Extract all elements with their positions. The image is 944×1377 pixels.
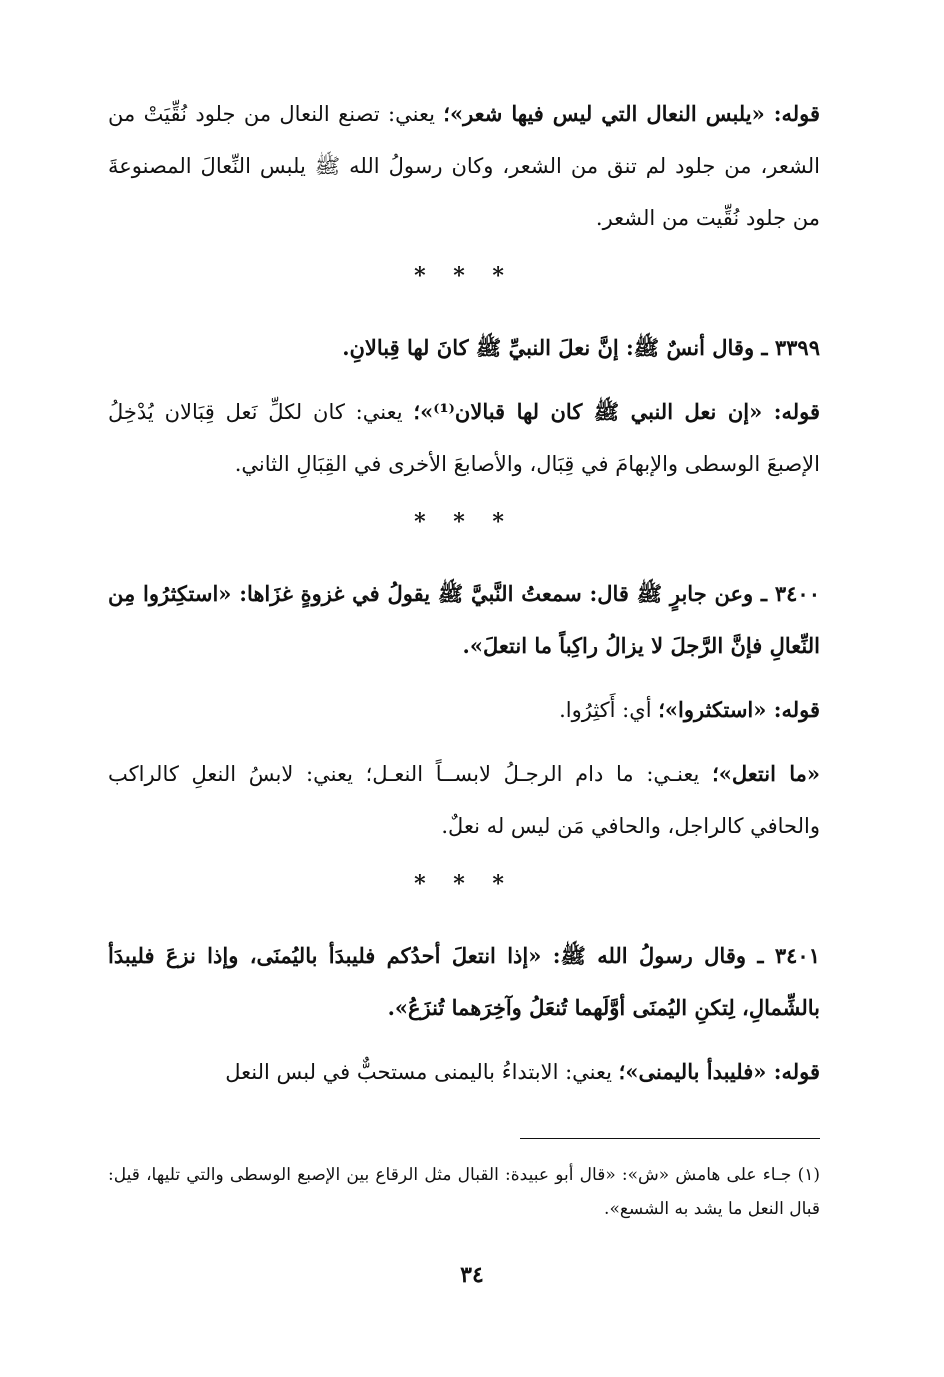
section-separator: * * * — [414, 263, 514, 289]
page-body — [108, 88, 820, 1110]
commentary-text: أي: أَكثِرُوا. — [559, 698, 659, 722]
commentary-lead: قوله: «إن نعل النبي ﷺ كان لها قبالان⁽¹⁾»؛ — [413, 399, 820, 424]
commentary-lead: قوله: «فليبدأ باليمنى»؛ — [618, 1059, 820, 1084]
hadith-3401: ٣٤٠١ ـ وقال رسولُ الله ﷺ: «إذا انتعلَ أحدُكم فليبدَأ باليُمنَى، وإذا نزعَ فليبدَأ بالشِّمالِ، لِتكنِ اليُمنَى أوَّلَهما تُنعَلُ وآخِرَهما تُنزَعُ». — [108, 943, 820, 1020]
commentary-paragraph — [108, 386, 820, 490]
footnote-divider — [520, 1138, 820, 1139]
commentary-text: يعني: تصنع النعال من جلود نُقِّيَتْ من الشعر، من جلود لم تنق من الشعر، وكان رسولُ الله ﷺ يلبس النِّعالَ المصنوعةَ من جلود نُقِّيت من الشعر. — [108, 102, 820, 230]
hadith-3400: ٣٤٠٠ ـ وعن جابرٍ ﷺ قال: سمعتُ النَّبيَّ ﷺ يقولُ في غزوةٍ غزَاها: «استكِثرُوا مِن النِّعالِ فإنَّ الرَّجلَ لا يزالُ راكِباً ما انتعلَ». — [108, 581, 820, 658]
commentary-paragraph — [108, 88, 820, 244]
hadith-3399: ٣٣٩٩ ـ وقال أنسٌ ﷺ: إنَّ نعلَ النبيِّ ﷺ كانَ لها قِبالانِ. — [342, 335, 820, 360]
commentary-text: يعنـي: ما دام الرجـلُ لابســاً النعـل؛ يعني: لابسُ النعلِ كالراكب والحافي كالراجل، والحافي مَن ليس له نعلٌ. — [108, 762, 820, 838]
commentary-lead: «ما انتعل»؛ — [712, 761, 820, 786]
section-separator: * * * — [414, 509, 514, 535]
footnote: (١) جـاء على هامش «ش»: «قال أبو عبيدة: القبال مثل الرقاع بين الإصبع الوسطى والتي تليها، قيل: قبال النعل ما يشد به الشسع». — [108, 1165, 820, 1219]
commentary-text: يعني: كان لكلِّ نَعل قِبَالان يُدْخِلُ الإصبعَ الوسطى والإبهامَ في قِبَال، والأصابعَ الأخرى في القِبَالِ الثاني. — [108, 400, 820, 476]
page-number: ٣٤ — [460, 1262, 484, 1288]
commentary-lead: قوله: «يلبس النعال التي ليس فيها شعر»؛ — [443, 101, 821, 126]
commentary-paragraph — [108, 684, 820, 736]
commentary-lead: قوله: «استكثروا»؛ — [658, 697, 820, 722]
section-separator: * * * — [414, 871, 514, 897]
commentary-paragraph — [108, 748, 820, 852]
commentary-text: يعني: الابتداءُ باليمنى مستحبٌّ في لبس النعل — [225, 1060, 619, 1084]
commentary-paragraph — [108, 1046, 820, 1098]
